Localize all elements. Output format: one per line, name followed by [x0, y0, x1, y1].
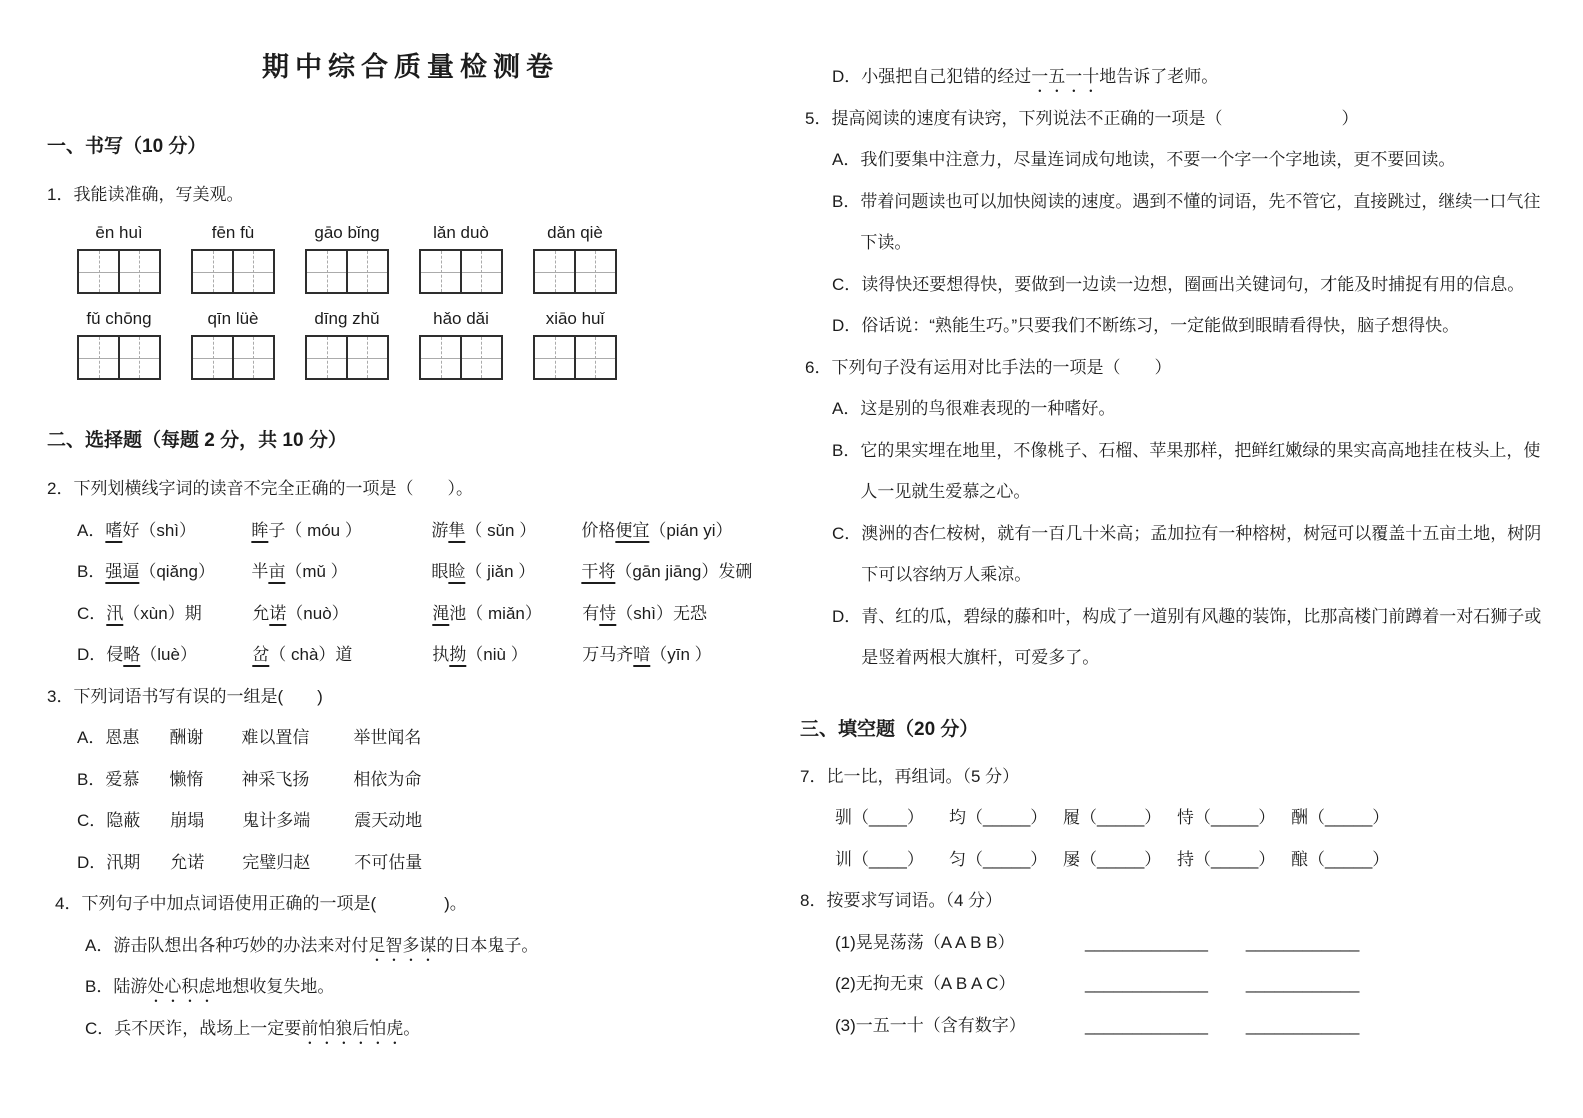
- writing-grid-box: [533, 249, 617, 294]
- option-text: 它的果实埋在地里，不像桃子、石榴、苹果那样，把鲜红嫩绿的果实高高地挂在枝头上，使人一见就生爱慕之心。: [860, 440, 1541, 501]
- option-text: 青、红的瓜，碧绿的藤和叶，构成了一道别有风趣的装饰，比那高楼门前蹲着一对石狮子或是竖着两根大旗杆，可爱多了。: [861, 606, 1542, 667]
- grid-guide-line: [213, 337, 214, 378]
- option-row: [800, 264, 1548, 306]
- option-item: 难以置信: [241, 728, 310, 747]
- section3-heading: 三、填空题（20 分）: [800, 718, 979, 740]
- underlined-word: 亩: [268, 562, 286, 581]
- fill-word-item: 匀（_____）: [949, 849, 1048, 869]
- underlined-word: 略: [123, 645, 141, 664]
- option-letter: C．: [77, 603, 107, 623]
- option-letter: B．: [85, 977, 114, 996]
- underlined-word: 便宜: [615, 520, 650, 540]
- option-item: 震天动地: [354, 811, 423, 830]
- underlined-word: 拗: [449, 645, 467, 664]
- option-item: 相依为命: [353, 769, 422, 789]
- option-item: [582, 634, 774, 676]
- option-letter: C．: [77, 811, 107, 830]
- grid-guide-line: [574, 337, 576, 378]
- option-item: 允诺: [170, 852, 205, 872]
- q7-rows: [800, 797, 1548, 880]
- option-letter: D．: [832, 316, 862, 335]
- option-item: [106, 634, 252, 676]
- grid-guide-line: [595, 337, 596, 378]
- option-row: [47, 551, 774, 593]
- plain-text: 。: [403, 1018, 421, 1038]
- q8-label: 8．按要求写词语。（4 分）: [800, 891, 1003, 910]
- option-row: [47, 510, 774, 552]
- option-item: 举世闻名: [353, 728, 422, 747]
- pinyin-word-block: [77, 220, 161, 294]
- option-item: 崩塌: [170, 811, 205, 830]
- grid-guide-line: [253, 251, 254, 292]
- option-item: [106, 593, 252, 635]
- option-item: [251, 510, 431, 552]
- plain-text: 好（shì）: [122, 520, 197, 540]
- grid-guide-line: [574, 251, 576, 292]
- fill-word-row: [800, 797, 1548, 839]
- option-letter: A．: [85, 935, 114, 955]
- option-row: [800, 139, 1548, 181]
- option-row: [47, 1008, 774, 1050]
- option-letter: C．: [832, 523, 862, 543]
- option-letter: D．: [77, 645, 107, 664]
- option-item: 汛期: [106, 852, 141, 872]
- pinyin-label: dǎn qiè: [547, 223, 603, 242]
- option-text: 澳洲的杏仁桉树，就有一百几十米高；孟加拉有一种榕树，树冠可以覆盖十五亩土地，树阴下可以容纳万人乘凉。: [861, 523, 1542, 584]
- left-column: [47, 0, 774, 1049]
- pinyin-word-block: [305, 306, 389, 380]
- option-letter: A．: [77, 520, 106, 540]
- pinyin-label: hǎo dǎi: [433, 309, 489, 328]
- q5-stem: 5．提高阅读的速度有诀窍，下列说法不正确的一项是（ ）: [805, 108, 1359, 128]
- grid-guide-line: [555, 251, 556, 292]
- writing-grid-box: [533, 335, 617, 380]
- answer-blank: _____________: [1085, 1015, 1208, 1035]
- pinyin-word-block: [419, 220, 503, 294]
- answer-blank: _____________: [1085, 974, 1208, 993]
- option-row: [47, 593, 774, 635]
- q3-stem: 3．下列词语书写有误的一组是( ): [47, 686, 323, 706]
- option-item: [432, 634, 582, 676]
- pinyin-word-row-1: [47, 220, 774, 294]
- grid-guide-line: [441, 251, 442, 292]
- option-item: [581, 510, 774, 552]
- underlined-word: 睑: [448, 562, 466, 581]
- option-row: [800, 305, 1548, 347]
- underlined-word: 岔: [252, 645, 270, 664]
- underlined-word: 汛: [106, 603, 124, 623]
- writing-grid-box: [77, 335, 161, 380]
- pinyin-label: ēn huì: [95, 223, 143, 242]
- option-item: 神采飞扬: [241, 769, 310, 789]
- grid-guide-line: [555, 337, 556, 378]
- fill-word-item: 履（_____）: [1063, 808, 1162, 827]
- grid-guide-line: [346, 337, 348, 378]
- plain-text: 地告诉了老师。: [1099, 67, 1219, 86]
- grid-guide-line: [213, 251, 214, 292]
- option-text: [113, 966, 774, 1008]
- write-words-label: (1)晃晃荡荡（A A B B）: [835, 932, 1015, 952]
- option-text: 带着问题读也可以加快阅读的速度。遇到不懂的词语，先不管它，直接跳过，继续一口气往下读。: [860, 191, 1541, 252]
- write-words-row: [800, 922, 1548, 964]
- page-title: 期中综合质量检测卷: [262, 52, 559, 82]
- plain-text: 价格: [581, 520, 616, 540]
- option-letter: C．: [85, 1018, 115, 1038]
- plain-text: （ jiǎn ）: [465, 562, 536, 581]
- plain-text: 侵: [106, 645, 124, 664]
- option-letter: D．: [77, 852, 107, 872]
- grid-guide-line: [481, 251, 482, 292]
- plain-text: 地想收复失地。: [215, 977, 335, 996]
- grid-guide-line: [99, 337, 100, 378]
- q6-options: [800, 388, 1548, 679]
- plain-text: （mǔ ）: [285, 562, 348, 581]
- q7-label: 7．比一比，再组词。（5 分）: [800, 766, 1020, 786]
- grid-guide-line: [595, 251, 596, 292]
- grid-guide-line: [481, 337, 482, 378]
- answer-blank: ____________: [1245, 932, 1360, 952]
- option-row: [47, 634, 774, 676]
- q6-stem: 6．下列句子没有运用对比手法的一项是（ ）: [805, 357, 1172, 377]
- plain-text: 兵不厌诈，战场上一定要: [114, 1018, 302, 1038]
- plain-text: （shì）无恐: [616, 603, 707, 623]
- plain-text: 游: [431, 520, 449, 540]
- underlined-word: 喑: [633, 645, 651, 664]
- grid-guide-line: [139, 251, 140, 292]
- option-letter: B．: [832, 191, 861, 211]
- option-letter: D．: [832, 67, 862, 86]
- grid-guide-line: [327, 251, 328, 292]
- grid-guide-line: [460, 337, 462, 378]
- grid-guide-line: [139, 337, 140, 378]
- writing-grid-box: [419, 249, 503, 294]
- plain-text: 的日本鬼子。: [436, 935, 539, 955]
- q4-stem: 4．下列句子中加点词语使用正确的一项是( )。: [55, 894, 467, 913]
- option-row: [47, 759, 774, 801]
- underlined-word: 诺: [269, 603, 287, 623]
- option-text: 我们要集中注意力，尽量连词成句地读，不要一个字一个字地读，更不要回读。: [860, 150, 1456, 169]
- underlined-word: 渑: [432, 603, 450, 623]
- writing-grid-box: [191, 249, 275, 294]
- option-item: [582, 593, 774, 635]
- plain-text: （gān jiāng）发硎: [615, 562, 753, 581]
- option-text: 这是别的鸟很难表现的一种嗜好。: [860, 399, 1116, 418]
- q1-label: 1．我能读准确，写美观。: [47, 185, 244, 204]
- underlined-word: 眸: [251, 520, 269, 540]
- answer-blank: _____________: [1085, 932, 1208, 952]
- option-item: [431, 510, 581, 552]
- fill-word-item: 训（____）: [835, 849, 924, 869]
- option-item: [105, 551, 251, 593]
- plain-text: 半: [251, 562, 269, 581]
- plain-text: （luè）: [140, 645, 197, 664]
- pinyin-label: xiāo huǐ: [545, 309, 605, 328]
- option-letter: D．: [832, 606, 862, 626]
- pinyin-word-row-2: [47, 306, 774, 380]
- plain-text: （nuò）: [286, 603, 349, 623]
- option-item: [581, 551, 774, 593]
- plain-text: （yīn ）: [650, 645, 712, 664]
- writing-grid-box: [419, 335, 503, 380]
- q2-options: [47, 510, 774, 676]
- option-row: [47, 842, 774, 884]
- option-item: [252, 634, 432, 676]
- option-item: 不可估量: [354, 852, 423, 872]
- fill-word-item: 屡（_____）: [1063, 849, 1162, 869]
- q5-options: [800, 139, 1548, 347]
- option-row: [800, 388, 1548, 430]
- plain-text: 眼: [431, 562, 449, 581]
- writing-grid-box: [305, 249, 389, 294]
- plain-text: 小强把自己犯错的经过: [861, 67, 1032, 86]
- option-item: [432, 593, 582, 635]
- answer-blank: ____________: [1245, 1015, 1360, 1035]
- option-item: [252, 593, 432, 635]
- fill-word-item: 驯（____）: [835, 808, 924, 827]
- option-item: 爱慕: [105, 769, 140, 789]
- grid-guide-line: [367, 337, 368, 378]
- write-words-label: (2)无拘无束（A B A C）: [835, 974, 1016, 993]
- section1-heading: 一、书写（10 分）: [47, 136, 207, 157]
- pinyin-label: gāo bǐng: [314, 223, 380, 242]
- fill-word-item: 均（_____）: [949, 808, 1048, 827]
- grid-guide-line: [232, 251, 234, 292]
- option-letter: B．: [77, 769, 106, 789]
- option-text: [113, 925, 774, 967]
- pinyin-word-block: [77, 306, 161, 380]
- option-item: 恩惠: [105, 728, 140, 747]
- plain-text: 游击队想出各种巧妙的办法来对付: [113, 935, 369, 955]
- plain-text: 万马齐: [582, 645, 634, 664]
- grid-guide-line: [327, 337, 328, 378]
- grid-guide-line: [118, 251, 120, 292]
- plain-text: （niù ）: [466, 645, 528, 664]
- plain-text: （ sǔn ）: [465, 520, 537, 540]
- fill-word-item: 酬（_____）: [1291, 808, 1390, 827]
- option-row: [47, 966, 774, 1008]
- grid-guide-line: [460, 251, 462, 292]
- fill-word-item: 持（_____）: [1177, 849, 1276, 869]
- grid-guide-line: [367, 251, 368, 292]
- underlined-word: 隼: [448, 520, 466, 540]
- option-letter: A．: [832, 399, 861, 418]
- option-item: [251, 551, 431, 593]
- dotted-word: 一五一十: [1031, 67, 1100, 86]
- pinyin-label: dīng zhǔ: [314, 309, 380, 328]
- option-text: [861, 56, 1548, 98]
- option-letter: C．: [832, 274, 862, 294]
- option-item: 完璧归赵: [242, 852, 311, 872]
- underlined-word: 嗜: [105, 520, 123, 540]
- dotted-word: 处心积虑: [147, 977, 216, 996]
- pinyin-label: lǎn duò: [433, 223, 489, 242]
- pinyin-label: fēn fù: [211, 223, 255, 242]
- right-column: [800, 0, 1548, 1046]
- write-words-row: [800, 1005, 1548, 1047]
- plain-text: （pián yi）: [649, 520, 733, 540]
- q4-options: [47, 925, 774, 1050]
- plain-text: 允: [252, 603, 270, 623]
- option-letter: B．: [77, 562, 106, 581]
- plain-text: 有: [582, 603, 600, 623]
- option-row: [800, 430, 1548, 513]
- option-text: 读得快还要想得快，要做到一边读一边想，圈画出关键词句，才能及时捕捉有用的信息。: [861, 274, 1525, 294]
- option-row: [47, 717, 774, 759]
- writing-grid-box: [77, 249, 161, 294]
- underlined-word: 强逼: [105, 562, 140, 581]
- q3-options: [47, 717, 774, 883]
- write-words-label: (3)一五一十（含有数字）: [835, 1015, 1026, 1035]
- grid-guide-line: [346, 251, 348, 292]
- option-row: [47, 800, 774, 842]
- plain-text: 陆游: [113, 977, 148, 996]
- pinyin-word-block: [533, 306, 617, 380]
- grid-guide-line: [253, 337, 254, 378]
- option-text: 俗话说：“熟能生巧。”只要我们不断练习，一定能做到眼睛看得快，脑子想得快。: [861, 316, 1460, 335]
- dotted-word: 足智多谋: [368, 935, 437, 955]
- grid-guide-line: [118, 337, 120, 378]
- writing-grid-box: [191, 335, 275, 380]
- grid-guide-line: [441, 337, 442, 378]
- fill-word-item: 恃（_____）: [1177, 808, 1276, 827]
- option-row: [800, 181, 1548, 264]
- option-row: [47, 925, 774, 967]
- plain-text: （qiǎng）: [139, 562, 215, 581]
- option-item: [431, 551, 581, 593]
- pinyin-word-block: [419, 306, 503, 380]
- plain-text: （xùn）期: [123, 603, 202, 623]
- answer-blank: ____________: [1245, 974, 1360, 993]
- writing-grid-box: [305, 335, 389, 380]
- pinyin-word-block: [191, 306, 275, 380]
- plain-text: 子（ móu ）: [268, 520, 362, 540]
- option-row: [800, 56, 1548, 98]
- pinyin-label: qīn lüè: [207, 309, 259, 328]
- option-row: [800, 513, 1548, 596]
- pinyin-word-block: [191, 220, 275, 294]
- plain-text: （ chà）道: [269, 645, 353, 664]
- fill-word-item: 酿（_____）: [1291, 849, 1390, 869]
- section2-heading: 二、选择题（每题 2 分，共 10 分）: [47, 430, 347, 451]
- option-letter: B．: [832, 440, 861, 460]
- underlined-word: 干将: [581, 562, 616, 581]
- grid-guide-line: [232, 337, 234, 378]
- grid-guide-line: [99, 251, 100, 292]
- plain-text: 池（ miǎn）: [449, 603, 542, 623]
- pinyin-label: fǔ chōng: [86, 309, 152, 328]
- fill-word-row: [800, 839, 1548, 881]
- option-item: 酬谢: [169, 728, 204, 747]
- dotted-word: 前怕狼后怕虎: [301, 1018, 404, 1038]
- plain-text: 执: [432, 645, 450, 664]
- option-text: [114, 1008, 774, 1050]
- option-letter: A．: [77, 728, 106, 747]
- pinyin-word-block: [533, 220, 617, 294]
- q4-option-d: [800, 56, 1548, 98]
- option-item: 鬼计多端: [242, 811, 311, 830]
- q2-stem: 2．下列划横线字词的读音不完全正确的一项是（ ）。: [47, 479, 473, 498]
- option-letter: A．: [832, 150, 861, 169]
- q8-rows: [800, 922, 1548, 1047]
- pinyin-word-block: [305, 220, 389, 294]
- option-row: [800, 596, 1548, 679]
- option-item: 懒惰: [169, 769, 204, 789]
- option-item: 隐蔽: [106, 811, 141, 830]
- option-item: [105, 510, 251, 552]
- underlined-word: 恃: [599, 603, 617, 623]
- write-words-row: [800, 963, 1548, 1005]
